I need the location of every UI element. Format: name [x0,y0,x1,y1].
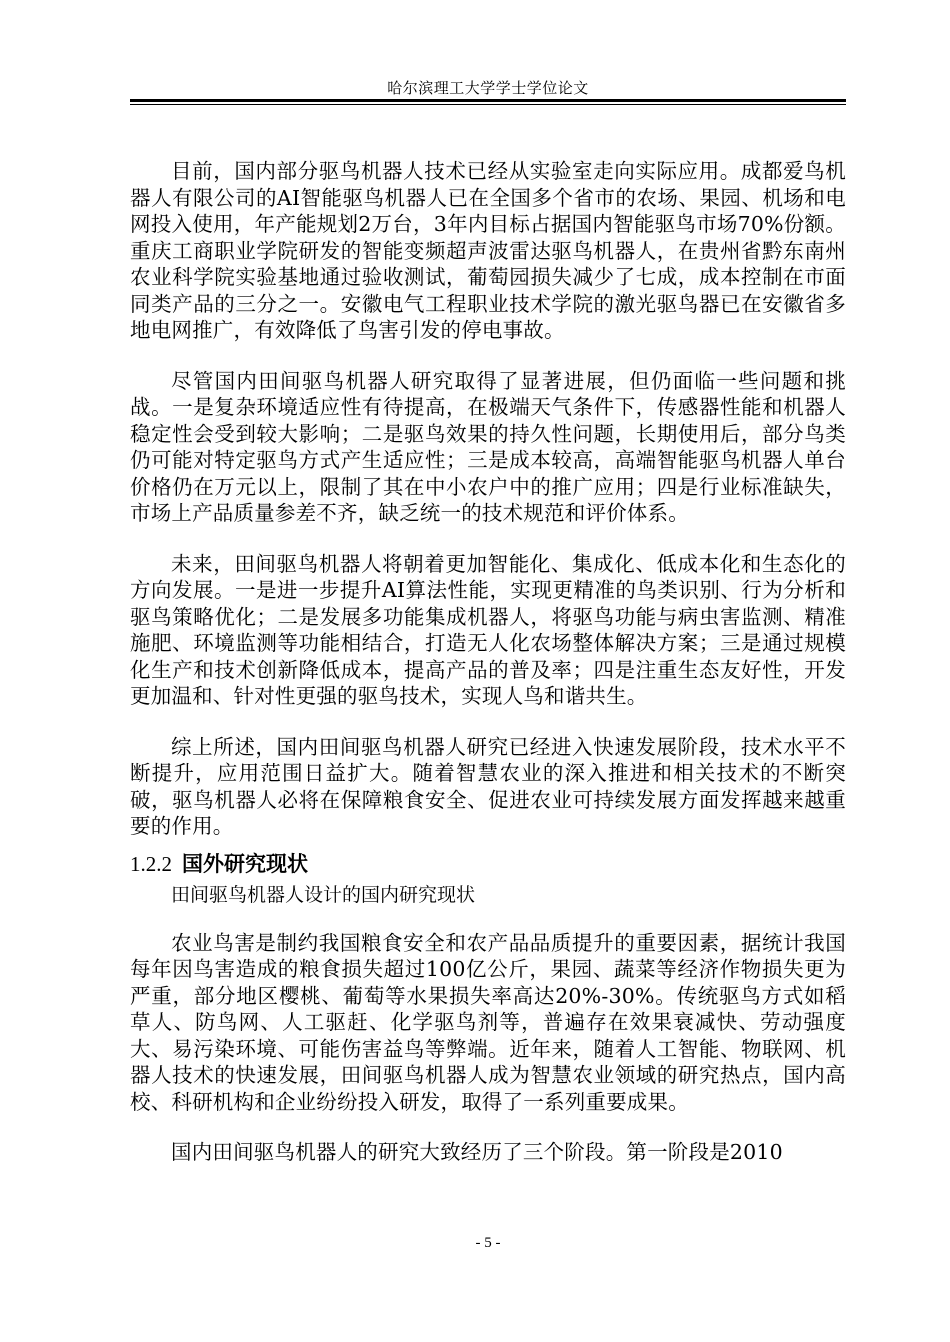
section-title: 国外研究现状 [182,851,308,876]
paragraph-deployment: 目前，国内部分驱鸟机器人技术已经从实验室走向实际应用。成都爱鸟机器人有限公司的AI智能驱鸟机器人已在全国多个省市的农场、果园、机场和电网投入使用，年产能规划2万台，3年内目标占据国内智能驱鸟市场70%份额。重庆工商职业学院研发的智能变频超声波雷达驱鸟机器人，在贵州省黔东南州农业科学院实验基地通过验收测试，葡萄园损失减少了七成，成本控制在市面同类产品的三分之一。安徽电气工程职业技术学院的激光驱鸟器已在安徽省多地电网推广，有效降低了鸟害引发的停电事故。 [130,159,846,342]
section-heading [130,850,846,878]
paragraph-stages: 国内田间驱鸟机器人的研究大致经历了三个阶段。第一阶段是2010 [171,1140,783,1164]
paragraph-challenges: 尽管国内田间驱鸟机器人研究取得了显著进展，但仍面临一些问题和挑战。一是复杂环境适应性有待提高，在极端天气条件下，传感器性能和机器人稳定性会受到较大影响；二是驱鸟效果的持久性问题，长期使用后，部分鸟类仍可能对特定驱鸟方式产生适应性；三是成本较高，高端智能驱鸟机器人单台价格仍在万元以上，限制了其在中小农户中的推广应用；四是行业标准缺失，市场上产品质量参差不齐，缺乏统一的技术规范和评价体系。 [130,368,846,525]
section-number: 1.2.2 [130,851,172,876]
paragraph-future: 未来，田间驱鸟机器人将朝着更加智能化、集成化、低成本化和生态化的方向发展。一是进一步提升AI算法性能，实现更精准的鸟类识别、行为分析和驱鸟策略优化；二是发展多功能集成机器人，将驱鸟功能与病虫害监测、精准施肥、环境监测等功能相结合，打造无人化农场整体解决方案；三是通过规模化生产和技术创新降低成本，提高产品的普及率；四是注重生态友好性，开发更加温和、针对性更强的驱鸟技术，实现人鸟和谐共生。 [130,551,846,708]
header-rule-thin [130,104,846,105]
paragraph-summary: 综上所述，国内田间驱鸟机器人研究已经进入快速发展阶段，技术水平不断提升，应用范围日益扩大。随着智慧农业的深入推进和相关技术的不断突破，驱鸟机器人必将在保障粮食安全、促进农业可持续发展方面发挥越来越重要的作用。 [130,734,846,838]
paragraph-bird-damage: 农业鸟害是制约我国粮食安全和农产品品质提升的重要因素，据统计我国每年因鸟害造成的粮食损失超过100亿公斤，果园、蔬菜等经济作物损失更为严重，部分地区樱桃、葡萄等水果损失率高达20%-30%。传统驱鸟方式如稻草人、防鸟网、人工驱赶、化学驱鸟剂等，普遍存在效果衰减快、劳动强度大、易污染环境、可能伤害益鸟等弊端。近年来，随着人工智能、物联网、机器人技术的快速发展，田间驱鸟机器人成为智慧农业领域的研究热点，国内高校、科研机构和企业纷纷投入研发，取得了一系列重要成果。 [130,930,846,1114]
page-number: - 5 - [475,1235,501,1251]
header-rule-thick [130,99,846,102]
running-header: 哈尔滨理工大学学士学位论文 [387,79,589,97]
page-body [130,158,846,1166]
section-subtitle: 田间驱鸟机器人设计的国内研究现状 [171,883,476,906]
